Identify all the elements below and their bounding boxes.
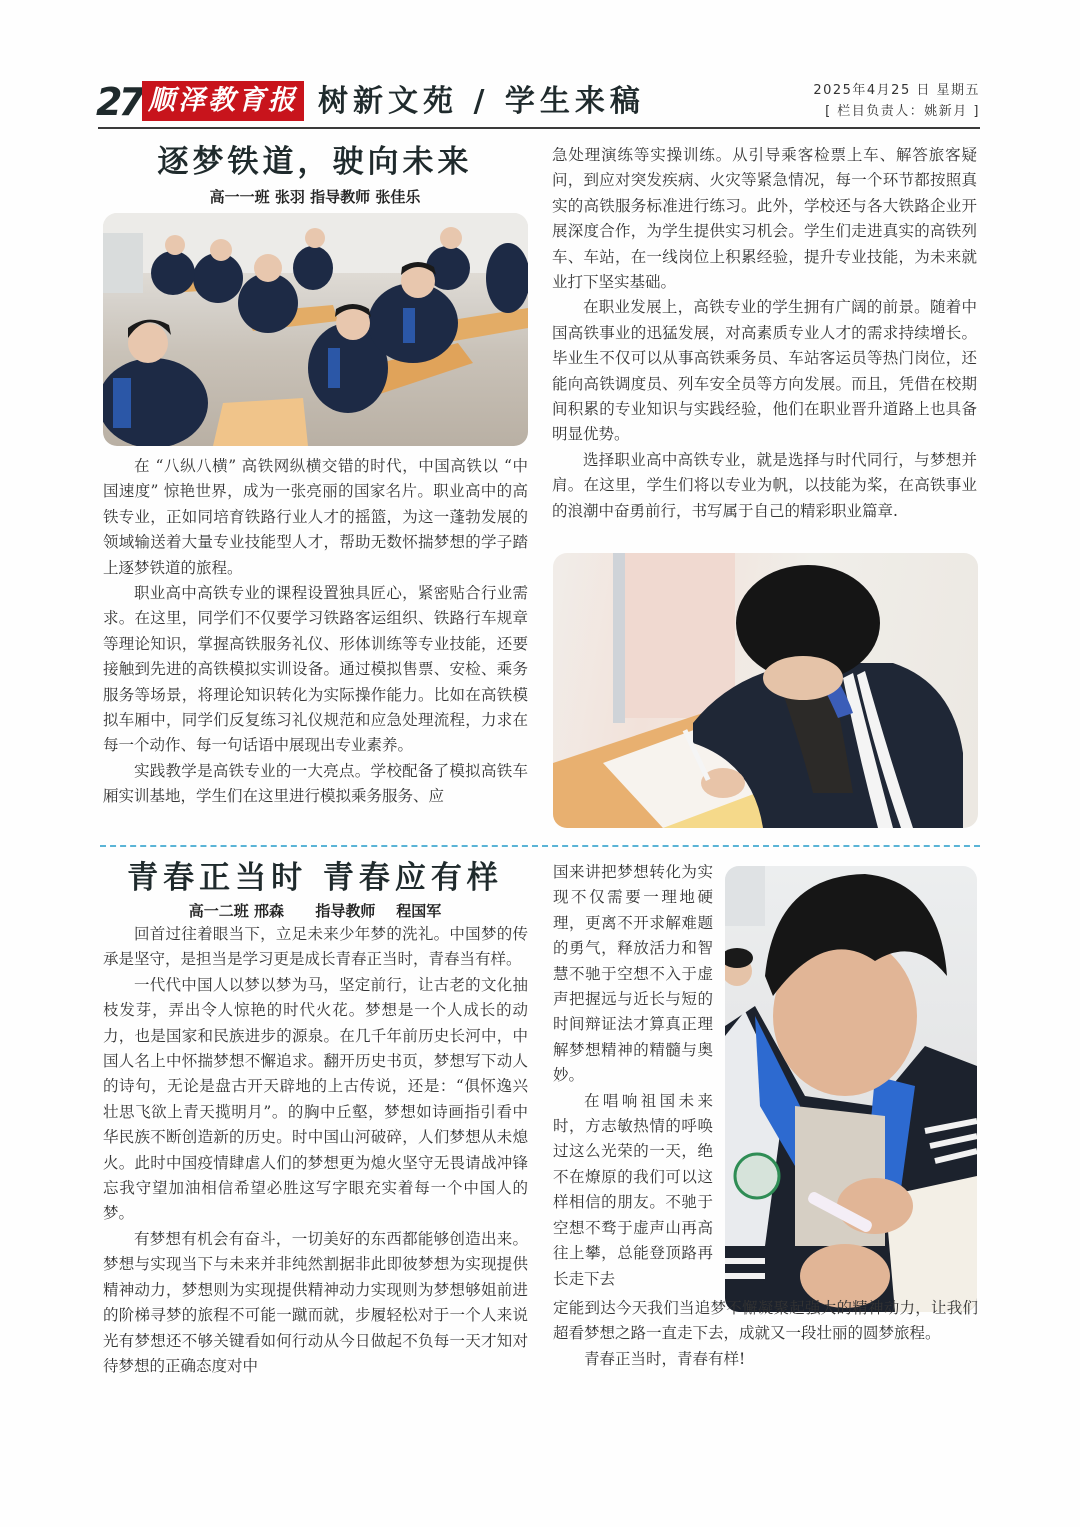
section-title: 树新文苑 / 学生来稿 bbox=[318, 84, 645, 119]
masthead-rule bbox=[98, 127, 980, 129]
article2-headline: 青春正当时 青春应有样 bbox=[127, 860, 503, 896]
student-portrait-illustration bbox=[725, 866, 977, 1312]
student-writing-photo bbox=[553, 553, 978, 828]
student-portrait-writing-photo bbox=[725, 866, 977, 1312]
article1-paragraph: 职业高中高铁专业的课程设置独具匠心，紧密贴合行业需求。在这里，同学们不仅要学习铁路客运组织、铁路行车规章等理论知识，掌握高铁服务礼仪、形体训练等专业技能，还要接触到先进的高铁模拟实训设备。通过模拟售票、安检、乘务服务等场景，将理论知识转化为实际操作能力。比如在高铁模拟车厢中，同学们反复练习礼仪规范和应急处理流程，力求在每一个动作、每一句话语中展现出专业素养。 bbox=[103, 584, 528, 755]
article2-paragraph: 回首过往着眼当下，立足未来少年梦的洗礼。中国梦的传承是坚守，是担当是学习更是成长青春正当时，青春当有样。 bbox=[103, 925, 528, 969]
article2-paragraph: 在唱响祖国未来时，方志敏热情的呼唤过这么光荣的一天，绝不在燎原的我们可以这样相信的朋友。不驰于空想不骛于虚声山再高往上攀，总能登顶路再长走下去 bbox=[553, 1091, 713, 1288]
article1-paragraph: 急处理演练等实操训练。从引导乘客检票上车、解答旅客疑问，到应对突发疾病、火灾等紧急情况，每一个环节都按照真实的高铁服务标准进行练习。此外，学校还与各大铁路企业开展深度合作，为学生提供实习机会。学生们走进真实的高铁列车、车站，在一线岗位上积累经验，提升专业技能，为未来就业打下坚实基础。 bbox=[552, 146, 977, 292]
student-writing-illustration bbox=[553, 553, 978, 828]
article2-right-wide-column bbox=[553, 1296, 978, 1372]
article2-left-column bbox=[103, 922, 528, 1379]
page-number: 27 bbox=[96, 80, 141, 124]
newspaper-logo: 顺泽教育报 bbox=[142, 81, 304, 121]
article2-right-narrow-column bbox=[553, 860, 713, 1292]
article2-paragraph: 国来讲把梦想转化为实现不仅需要一理地硬理，更离不开求解难题的勇气，释放活力和智慧不驰于空想不入于虚声把握远与近长与短的时间辩证法才算真正理解梦想精神的精髓与奥妙。 bbox=[553, 863, 713, 1085]
classroom-illustration bbox=[103, 213, 528, 446]
article1-paragraph: 在职业发展上，高铁专业的学生拥有广阔的前景。随着中国高铁事业的迅猛发展，对高素质专业人才的需求持续增长。毕业生不仅可以从事高铁乘务员、车站客运员等热门岗位，还能向高铁调度员、列车安全员等方向发展。而且，凭借在校期间积累的专业知识与实践经验，他们在职业晋升道路上也具备明显优势。 bbox=[552, 298, 977, 444]
issue-date: 2025年4月25 日 星期五 bbox=[813, 83, 980, 98]
classroom-students-photo bbox=[103, 213, 528, 446]
article1-byline: 高一一班 张羽 指导教师 张佳乐 bbox=[209, 188, 421, 206]
article2-paragraph: 有梦想有机会有奋斗，一切美好的东西都能够创造出来。梦想与实现当下与未来并非纯然割据非此即彼梦想为实现提供精神动力，梦想则为实现提供精神动力实现则为梦想够姐前进的阶梯寻梦的旅程不可能一蹴而就，步履轻松对于一个人来说光有梦想还不够关键看如何行动从今日做起不负每一天才知对待梦想的正确态度对中 bbox=[103, 1229, 528, 1375]
article1-headline: 逐梦铁道，驶向未来 bbox=[157, 144, 473, 180]
article2-byline: 高一二班 邢森 指导教师 程国军 bbox=[188, 902, 442, 920]
article1-right-column bbox=[552, 143, 977, 524]
column-editor: [ 栏目负责人：姚新月 ] bbox=[825, 104, 980, 119]
article2-paragraph: 一代代中国人以梦以梦为马，坚定前行，让古老的文化抽枝发芽，弄出令人惊艳的时代火花。梦想是一个人成长的动力，也是国家和民族进步的源泉。在几千年前历史长河中，中国人名上中怀揣梦想不懈追求。翻开历史书页，梦想写下动人的诗句，无论是盘古开天辟地的上古传说，还是：“俱怀逸兴壮思飞欲上青天揽明月”。的胸中丘壑，梦想如诗画指引看中华民族不断创造新的历史。时中国山河破碎，人们梦想从未熄火。此时中国疫情肆虐人们的梦想更为熄火坚守无畏请战冲锋忘我守望加油相信希望必胜这写字眼充实着每一个中国人的梦。 bbox=[103, 975, 528, 1223]
article1-paragraph: 选择职业高中高铁专业，就是选择与时代同行，与梦想并肩。在这里，学生们将以专业为帆，以技能为桨，在高铁事业的浪潮中奋勇前行，书写属于自己的精彩职业篇章. bbox=[552, 450, 977, 520]
article1-paragraph: 在 “八纵八横” 高铁网纵横交错的时代，中国高铁以 “中国速度” 惊艳世界，成为一张亮丽的国家名片。职业高中的高铁专业，正如同培育铁路行业人才的摇篮，为这一蓬勃发展的领域输送着大量专业技能型人才，帮助无数怀揣梦想的学子踏上逐梦铁道的旅程。 bbox=[103, 457, 528, 577]
article-divider bbox=[100, 845, 980, 847]
article1-paragraph: 实践教学是高铁专业的一大亮点。学校配备了模拟高铁车厢实训基地，学生们在这里进行模拟乘务服务、应 bbox=[103, 761, 528, 806]
article2-paragraph: 定能到达今天我们当追梦不懈凝聚起强大的精神动力，让我们超看梦想之路一直走下去，成就又一段壮丽的圆梦旅程。 bbox=[553, 1299, 978, 1343]
article1-left-column bbox=[103, 454, 528, 810]
issue-info bbox=[813, 80, 980, 122]
article2-paragraph: 青春正当时，青春有样! bbox=[584, 1349, 746, 1368]
